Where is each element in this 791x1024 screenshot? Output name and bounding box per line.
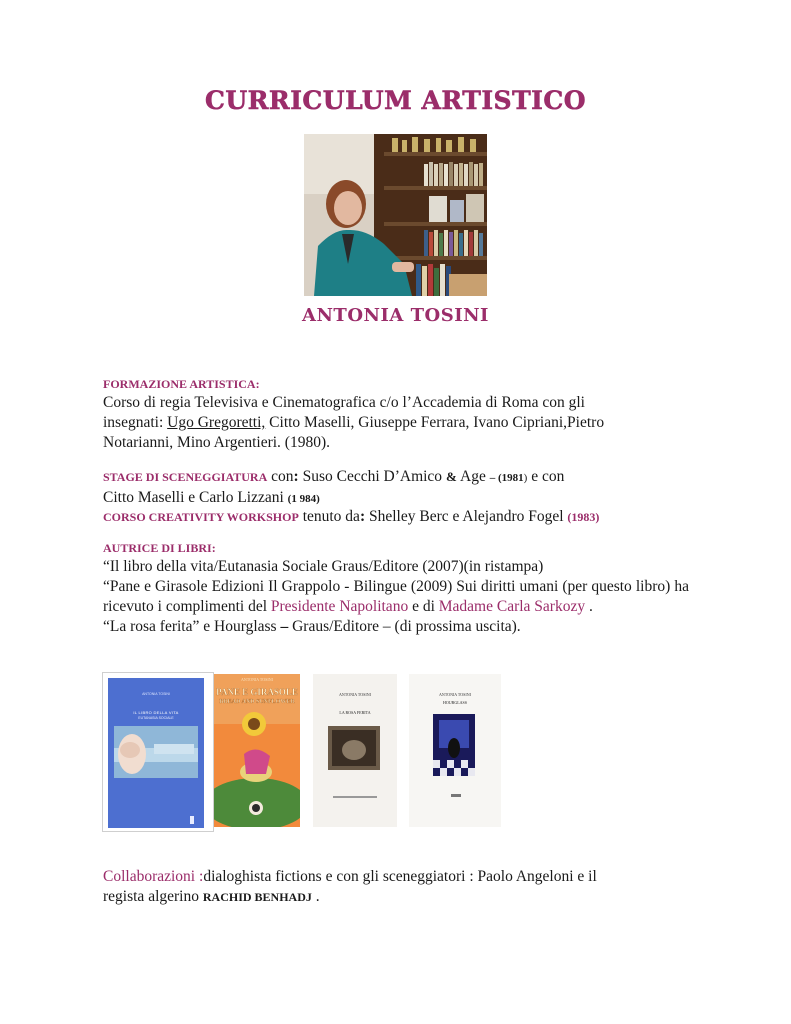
stage-year-1-close: ) [523, 472, 528, 484]
cover-hourglass [409, 674, 501, 827]
stage-year-1: – (1981 [489, 472, 524, 484]
presidente-napolitano: Presidente Napolitano [270, 598, 409, 615]
formazione-heading: FORMAZIONE ARTISTICA: [103, 377, 260, 391]
cover-2-author: ANTONIA TOSINI [241, 677, 273, 682]
formazione-line-3: Notarianni, Mino Argentieri. (1980). [103, 434, 331, 451]
cover-4-title: HOURGLASS [442, 700, 467, 705]
collab-text-2: regista algerino [103, 888, 203, 905]
collab-line-1 [103, 867, 689, 887]
cover-1-sub: EUTANASIA SOCIALE [138, 716, 174, 720]
cover-2-title: PANE E GIRASOLE [216, 687, 298, 697]
formazione-line-2 [103, 413, 689, 433]
workshop-heading: CORSO CREATIVITY WORKSHOP [103, 510, 299, 524]
formazione-line-2-prefix: insegnati: [103, 414, 168, 431]
cover-3-title: LA ROSA FERITA [339, 710, 371, 715]
cover-4-author: ANTONIA TOSINI [439, 692, 471, 697]
stage-text-1: Suso Cecchi D’Amico [298, 468, 446, 485]
cover-3-author: ANTONIA TOSINI [339, 692, 371, 697]
workshop-year: (1983) [567, 510, 600, 524]
book-1: “Il libro della vita/Eutanasia Sociale Graus/Editore (2007)(in ristampa) [103, 558, 544, 575]
book-2-text-a: “Pane e Girasole Edizioni Il Grappolo - Bilingue (2009) Sui diritti umani (per questo libro) ha ricevuto i complimenti del [103, 578, 689, 615]
book-3-dash: – [280, 618, 289, 635]
libri-section [103, 541, 689, 637]
workshop-section [103, 507, 689, 527]
portrait-image [304, 134, 487, 296]
book-2-end: . [585, 598, 593, 615]
collab-text-1: dialoghista fictions e con gli sceneggiatori : Paolo Angeloni e il [203, 868, 597, 885]
book-3-text-b: Graus/Editore – (di prossima uscita). [288, 618, 521, 635]
stage-colon: : [293, 468, 299, 485]
book-3-text-a: “La rosa ferita” e Hourglass [103, 618, 281, 635]
collab-name: RACHID BENHADJ [202, 890, 312, 904]
stage-line-2 [103, 488, 689, 509]
portrait-photo [304, 134, 487, 296]
book-3 [103, 617, 689, 637]
gregoretti-link[interactable]: Ugo Gregoretti, [167, 414, 266, 431]
stage-amp: & [445, 469, 461, 484]
stage-con: con [267, 468, 294, 485]
collab-section [103, 867, 689, 907]
author-name: ANTONIA TOSINI [302, 305, 489, 326]
collab-end: . [311, 888, 320, 905]
stage-line-2-text: Citto Maselli e Carlo Lizzani [103, 489, 288, 506]
workshop-line [103, 507, 689, 527]
collab-colon: : [199, 868, 204, 885]
page-title: CURRICULUM ARTISTICO [204, 86, 587, 115]
cover-2-title-2: BREAD AND SUNFLOWER [219, 699, 295, 705]
book-2 [103, 577, 689, 617]
cover-1-small: ANTONIA TOSINI [142, 692, 170, 696]
collab-label: Collaborazioni [103, 868, 199, 885]
collab-line-2 [103, 887, 689, 907]
stage-year-2: (1 984) [287, 493, 320, 505]
formazione-line-1: Corso di regia Televisiva e Cinematografica c/o l’Accademia di Roma con gli [103, 394, 585, 411]
cover-3-art [328, 726, 380, 770]
formazione-line-2-rest: Citto Maselli, Giuseppe Ferrara, Ivano Cipriani,Pietro [265, 414, 605, 431]
cover-4-art [433, 714, 475, 776]
stage-line-1 [103, 467, 689, 488]
workshop-text: tenuto da [298, 508, 360, 525]
stage-text-2: Age [460, 468, 490, 485]
workshop-names: Shelley Berc e Alejandro Fogel [365, 508, 568, 525]
workshop-colon: : [359, 508, 366, 525]
cover-la-rosa-ferita [313, 674, 397, 827]
madame-carla-sarkozy: Madame Carla Sarkozy [438, 598, 586, 615]
stage-text-3: e con [527, 468, 565, 485]
book-2-text-b: e di [408, 598, 439, 615]
formazione-section [103, 377, 689, 453]
stage-heading: STAGE DI SCENEGGIATURA [103, 470, 268, 484]
libri-heading: AUTRICE DI LIBRI: [103, 541, 216, 555]
cover-1-title: IL LIBRO DELLA VITA [133, 710, 179, 715]
cover-1-art [114, 726, 198, 778]
stage-section [103, 467, 689, 509]
cover-libro-della-vita [102, 672, 214, 832]
cover-pane-e-girasole [214, 674, 300, 827]
